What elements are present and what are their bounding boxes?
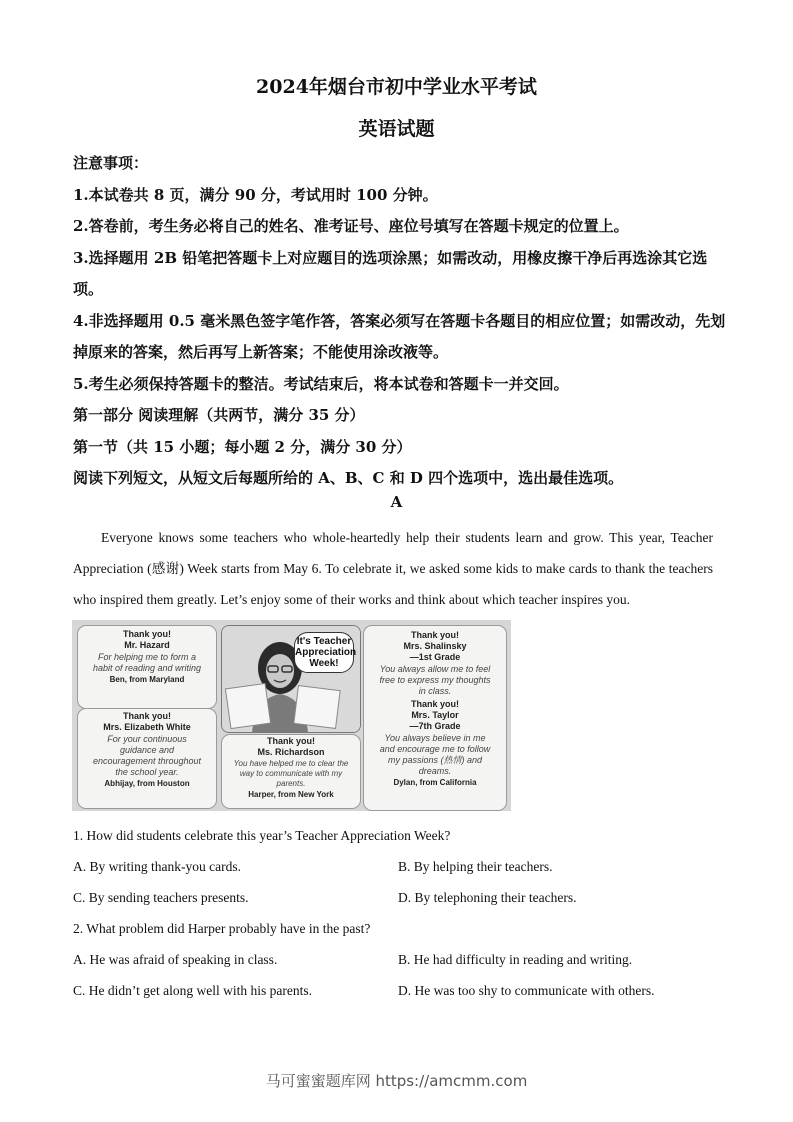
part-one-heading: 第一部分 阅读理解（共两节，满分 35 分） [73,406,365,424]
question-1-options-row [73,882,733,913]
card-signature: Dylan, from California [393,778,477,787]
question-1-option-c: C. By sending teachers presents. [73,890,249,905]
card-ms-richardson [221,734,361,809]
footer-watermark: 马可蜜蜜题库网 https://amcmm.com [265,1072,528,1090]
card-shalinsky-taylor [363,625,507,811]
card-mr-hazard [77,625,217,709]
card-thanks: Thank you! [122,711,171,721]
question-2-option-c: C. He didn’t get along well with his parents. [73,983,312,998]
note-4: 4.非选择题用 0.5 毫米黑色签字笔作答，答案必须写在答题卡各题目的相应位置；如需改动，先划掉原来的答案，然后再写上新答案；不能使用涂改液等。 [73,311,726,361]
question-1-option-d: D. By telephoning their teachers. [398,890,577,905]
thank-you-cards-image [72,620,511,811]
reading-directions: 阅读下列短文，从短文后每题所给的 A、B、C 和 D 四个选项中，选出最佳选项。 [73,469,624,487]
card-signature: Ben, from Maryland [109,675,185,684]
questions [73,820,733,1006]
card-thanks: Thank you! [410,630,459,640]
card-thanks: Thank you! [266,736,315,746]
question-2-options-row [73,944,733,975]
question-2-option-b: B. He had difficulty in reading and writing. [398,952,633,967]
question-1-stem: 1. How did students celebrate this year’s Teacher Appreciation Week? [73,828,451,843]
card-teacher-name: Ms. Richardson [257,747,325,757]
passage-a [73,522,713,615]
note-3: 3.选择题用 2B 铅笔把答题卡上对应题目的选项涂黑；如需改动，用橡皮擦干净后再选涂其它选项。 [73,248,708,298]
question-2-option-a: A. He was afraid of speaking in class. [73,952,278,967]
card-message: You always allow me to feel free to express my thoughts in class. [379,664,491,696]
note-2: 2.答卷前，考生务必将自己的姓名、准考证号、座位号填写在答题卡规定的位置上。 [73,217,629,235]
card-teacher-name: Mrs. Shalinsky [403,641,467,651]
card-teacher-name: Mrs. Taylor [411,710,459,720]
exam-title: 2024年烟台市初中学业水平考试 [256,76,537,98]
student-photo [221,625,361,733]
card-message: You have helped me to clear the way to communicate with my parents. [233,759,349,788]
card-message: You always believe in me and encourage me to follow my passions (热情) and dreams. [379,733,491,776]
card-signature: Abhijay, from Houston [104,779,190,788]
card-signature: Harper, from New York [248,790,334,799]
passage-text: Everyone knows some teachers who whole-heartedly help their students learn and grow. This year, Teacher Appreciation (感谢) Week starts from May 6. To celebrate it, we asked some kids to make cards to thank the teachers who inspired them greatly. Let’s enjoy some of their works and think about which teacher inspires you. [73,530,713,607]
question-1-option-b: B. By helping their teachers. [398,859,553,874]
exam-subtitle: 英语试题 [358,118,435,140]
speech-bubble: It's Teacher Appreciation Week! [294,632,354,673]
section-one-heading: 第一节（共 15 小题；每小题 2 分，满分 30 分） [73,437,412,456]
notes-heading: 注意事项： [73,154,149,172]
card-grade: —7th Grade [409,721,461,731]
note-5: 5.考生必须保持答题卡的整洁。考试结束后，将本试卷和答题卡一并交回。 [73,374,569,393]
question-1-option-a: A. By writing thank-you cards. [73,859,241,874]
card-thanks: Thank you! [410,699,459,709]
question-1-options-row [73,851,733,882]
card-thanks: Thank you! [122,629,171,639]
instructions [73,148,733,495]
card-message: For helping me to form a habit of reading and writing [92,652,202,673]
card-teacher-name: Mrs. Elizabeth White [103,722,191,732]
card-mrs-white [77,708,217,809]
card-grade: —1st Grade [409,652,461,662]
card-message: For your continuous guidance and encouragement throughout the school year. [92,734,202,777]
question-2-option-d: D. He was too shy to communicate with others. [398,983,655,998]
question-2-stem: 2. What problem did Harper probably have in the past? [73,921,371,936]
note-1: 1.本试卷共 8 页，满分 90 分，考试用时 100 分钟。 [73,185,438,204]
passage-label: A [390,493,403,511]
card-teacher-name: Mr. Hazard [124,640,170,650]
question-2-options-row [73,975,733,1006]
